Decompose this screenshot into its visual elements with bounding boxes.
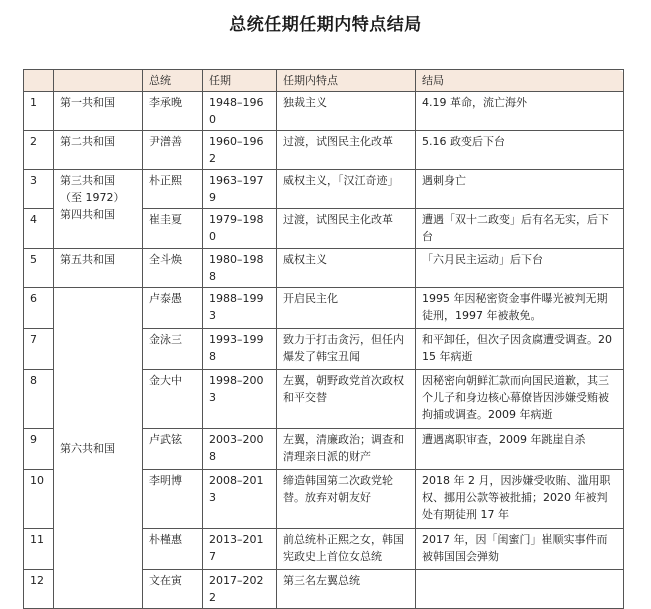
cell-no: 12 [24, 570, 54, 609]
cell-ending: 遇刺身亡 [416, 170, 624, 209]
header-term: 任期 [203, 70, 277, 92]
cell-ending: 4.19 革命，流亡海外 [416, 92, 624, 131]
cell-term: 1998–2003 [203, 370, 277, 429]
cell-term: 2003–2008 [203, 429, 277, 470]
cell-term: 1948–1960 [203, 92, 277, 131]
republic-fourth: 第四共和国 [60, 208, 115, 221]
cell-feature: 独裁主义 [277, 92, 416, 131]
cell-ending: 2018 年 2 月，因涉嫌受收賄、滥用职权、挪用公款等被批捕；2020 年被判处有期徒刑 17 年 [416, 470, 624, 529]
presidents-table [23, 69, 624, 609]
cell-no: 3 [24, 170, 54, 209]
cell-president: 李明博 [143, 470, 203, 529]
cell-republic: 第五共和国 [54, 249, 143, 288]
cell-no: 9 [24, 429, 54, 470]
cell-term: 2013–2017 [203, 529, 277, 570]
cell-president: 李承晚 [143, 92, 203, 131]
cell-no: 7 [24, 329, 54, 370]
cell-president: 朴槿惠 [143, 529, 203, 570]
table-row [24, 131, 624, 170]
table-row [24, 249, 624, 288]
cell-no: 4 [24, 209, 54, 249]
cell-president: 尹潽善 [143, 131, 203, 170]
cell-president: 金大中 [143, 370, 203, 429]
cell-no: 11 [24, 529, 54, 570]
cell-term: 1993–1998 [203, 329, 277, 370]
cell-sixth-republic: 第六共和国 [54, 288, 143, 609]
table-row [24, 92, 624, 131]
cell-feature: 开启民主化 [277, 288, 416, 329]
cell-ending: 和平卸任，但次子因贪腐遭受调查。2015 年病逝 [416, 329, 624, 370]
table-row [24, 170, 624, 209]
cell-feature: 左翼，清廉政治；调查和清理亲日派的财产 [277, 429, 416, 470]
cell-no: 5 [24, 249, 54, 288]
cell-term: 2017–2022 [203, 570, 277, 609]
header-president: 总统 [143, 70, 203, 92]
cell-term: 1960–1962 [203, 131, 277, 170]
cell-feature: 缔造韩国第二次政党轮替。放弃对朝友好 [277, 470, 416, 529]
cell-term: 1979–1980 [203, 209, 277, 249]
header-republic [54, 70, 143, 92]
cell-president: 崔圭夏 [143, 209, 203, 249]
cell-president: 全斗焕 [143, 249, 203, 288]
cell-feature: 过渡，试图民主化改革 [277, 131, 416, 170]
cell-no: 2 [24, 131, 54, 170]
cell-republic: 第二共和国 [54, 131, 143, 170]
cell-feature: 第三名左翼总统 [277, 570, 416, 609]
cell-ending: 2017 年，因「闺蜜门」崔顺实事件而被韩国国会弹劾 [416, 529, 624, 570]
cell-feature: 左翼，朝野政党首次政权和平交替 [277, 370, 416, 429]
cell-president: 卢泰愚 [143, 288, 203, 329]
page-title: 总统任期任期内特点结局 [229, 15, 422, 35]
header-feature: 任期内特点 [277, 70, 416, 92]
table-row [24, 288, 624, 329]
cell-feature: 过渡，试图民主化改革 [277, 209, 416, 249]
cell-president: 金泳三 [143, 329, 203, 370]
table-header-row [24, 70, 624, 92]
cell-president: 文在寅 [143, 570, 203, 609]
header-ending: 结局 [416, 70, 624, 92]
cell-ending [416, 570, 624, 609]
cell-ending: 1995 年因秘密资金事件曝光被判无期徒刑，1997 年被赦免。 [416, 288, 624, 329]
cell-president: 卢武铉 [143, 429, 203, 470]
cell-term: 1988–1993 [203, 288, 277, 329]
cell-ending: 遭遇离职审查，2009 年跳崖自杀 [416, 429, 624, 470]
cell-ending: 遭遇「双十二政变」后有名无实，后下台 [416, 209, 624, 249]
cell-president: 朴正熙 [143, 170, 203, 209]
cell-feature: 威权主义 [277, 249, 416, 288]
cell-republic [54, 170, 143, 249]
cell-ending: 「六月民主运动」后下台 [416, 249, 624, 288]
cell-ending: 因秘密向朝鲜汇款而向国民道歉，其三个儿子和身边核心幕僚皆因涉嫌受贿被拘捕或调查。2009 年病逝 [416, 370, 624, 429]
header-no [24, 70, 54, 92]
republic-third: 第三共和国（至 1972） [60, 174, 125, 204]
cell-no: 8 [24, 370, 54, 429]
cell-term: 1980–1988 [203, 249, 277, 288]
cell-republic: 第一共和国 [54, 92, 143, 131]
cell-no: 6 [24, 288, 54, 329]
cell-no: 10 [24, 470, 54, 529]
cell-ending: 5.16 政变后下台 [416, 131, 624, 170]
cell-no: 1 [24, 92, 54, 131]
cell-term: 1963–1979 [203, 170, 277, 209]
cell-feature: 威权主义，「汉江奇迹」 [277, 170, 416, 209]
cell-term: 2008–2013 [203, 470, 277, 529]
cell-feature: 前总统朴正熙之女，韩国宪政史上首位女总统 [277, 529, 416, 570]
cell-feature: 致力于打击贪污，但任内爆发了韩宝丑闻 [277, 329, 416, 370]
